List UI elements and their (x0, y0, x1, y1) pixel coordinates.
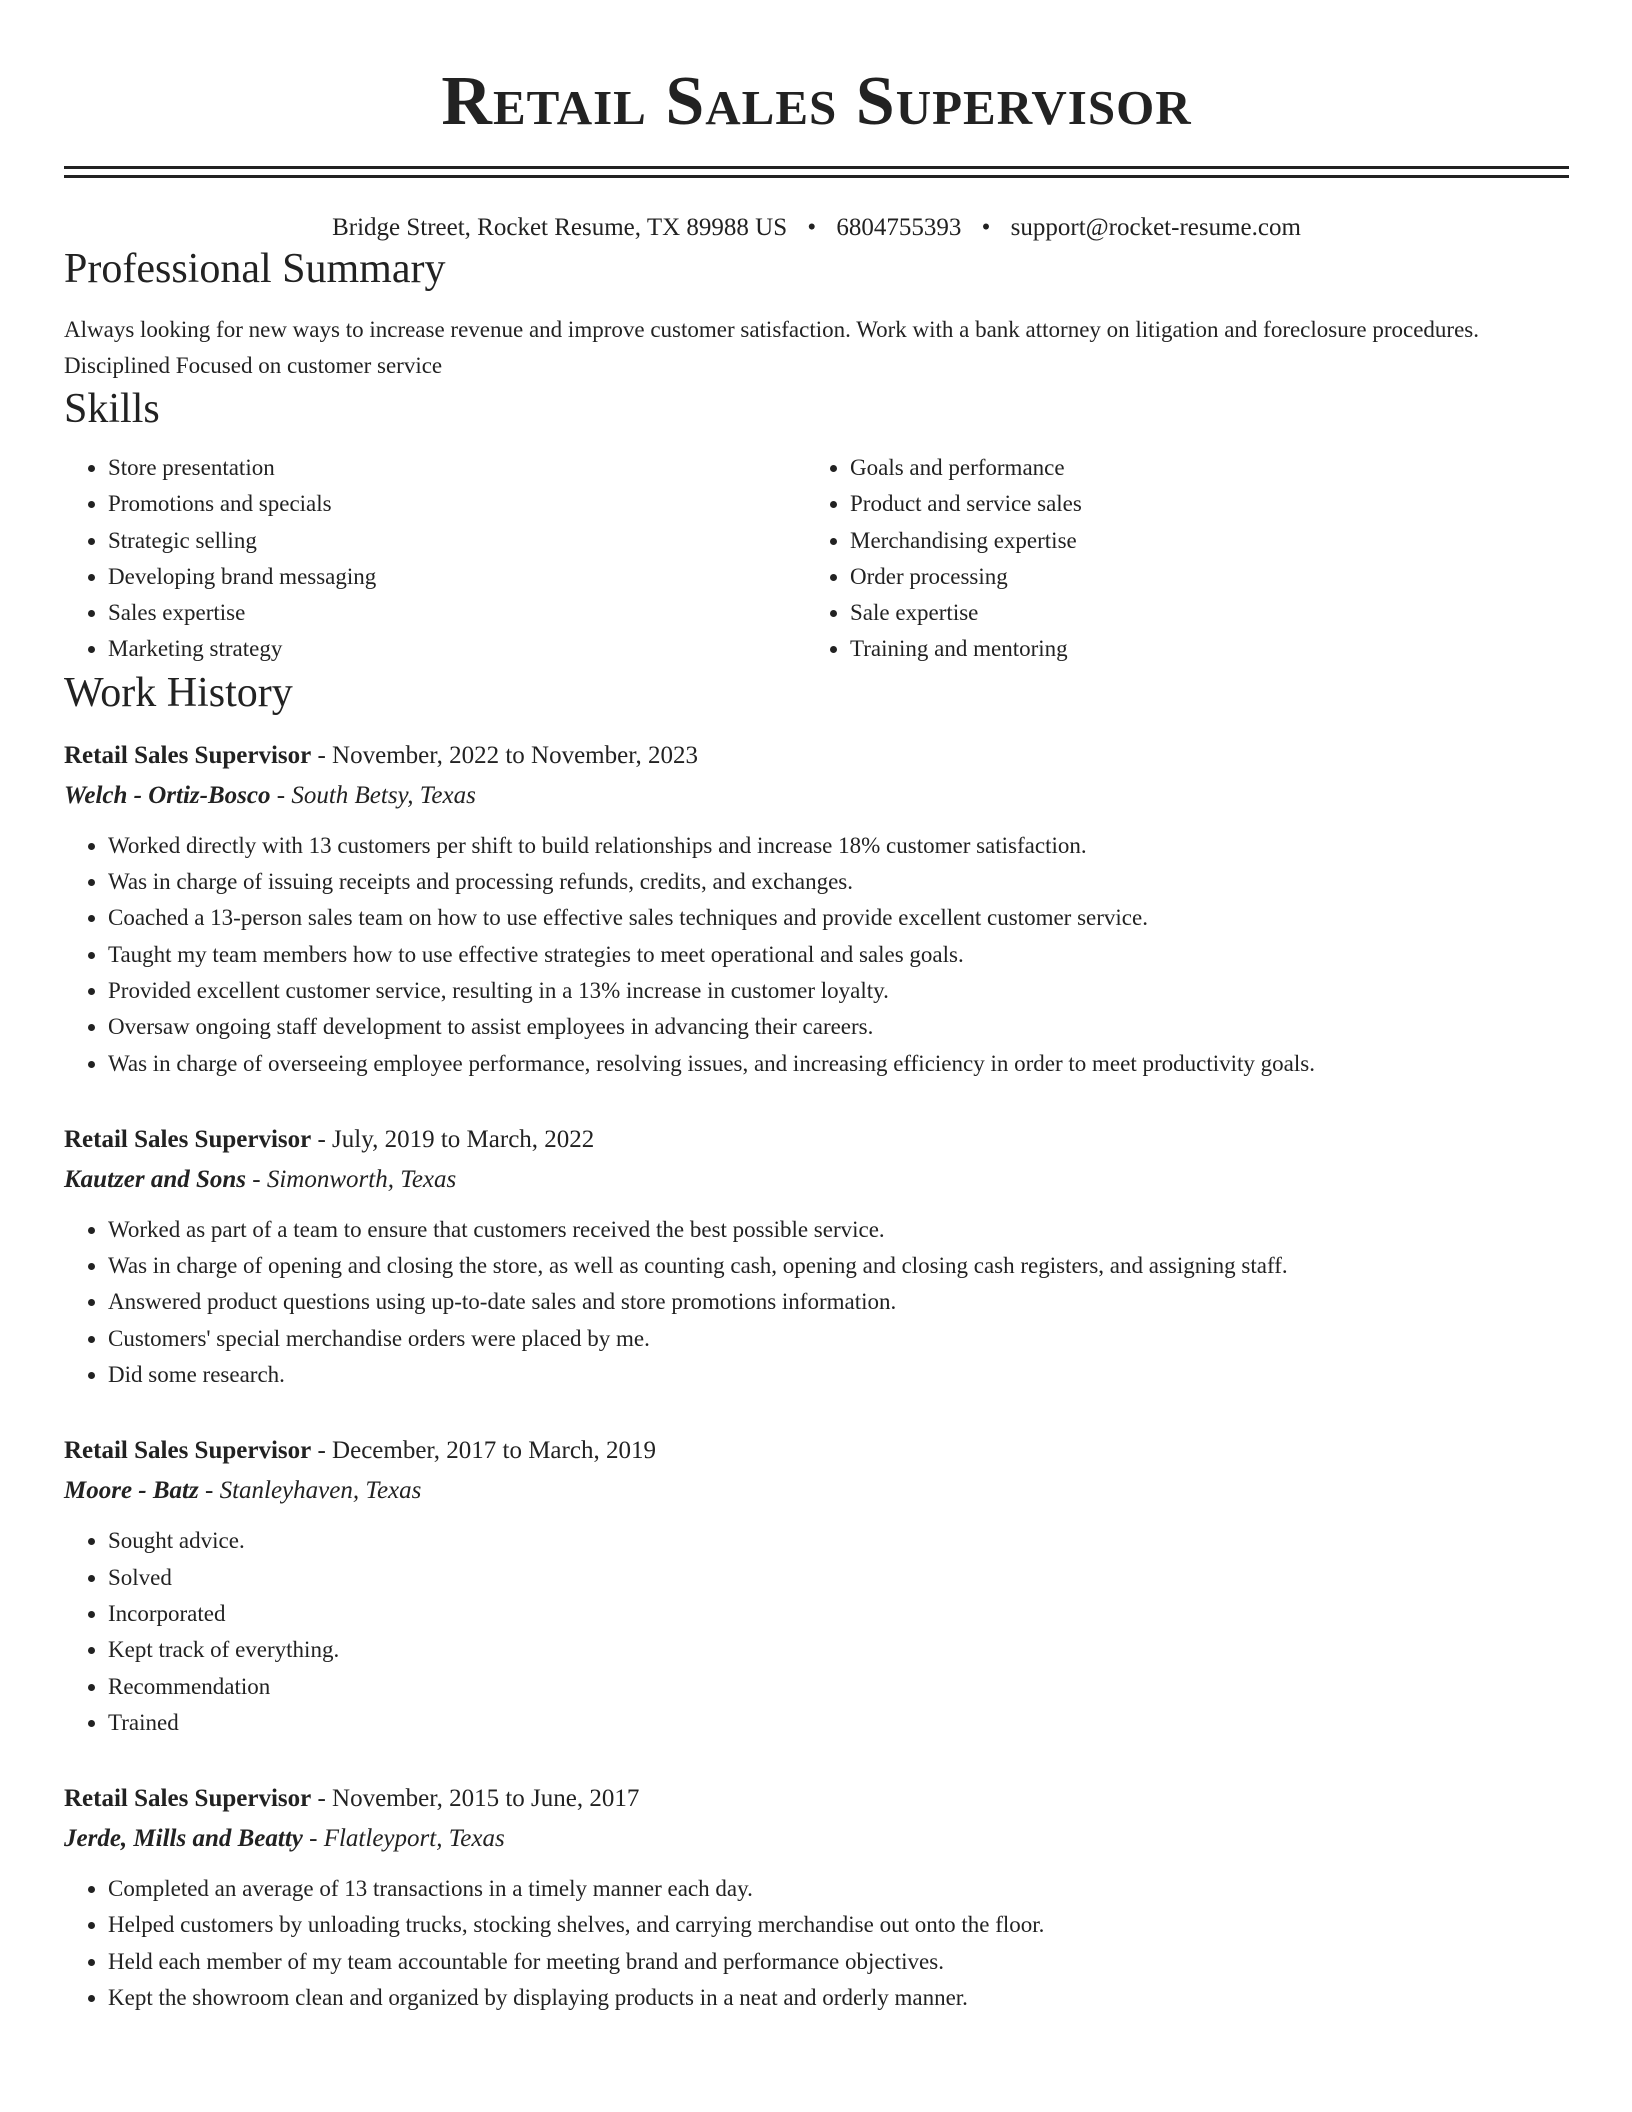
company-line: Moore - Batz - Stanleyhaven, Texas (64, 1477, 422, 1505)
skill-item: • Goals and performance (850, 450, 1548, 486)
skill-item: • Order processing (850, 559, 1548, 595)
job-title: Retail Sales Supervisor (64, 741, 312, 769)
skills-list-right (806, 450, 1548, 668)
job-title: Retail Sales Supervisor (64, 1437, 312, 1465)
job-entry (64, 1120, 1569, 1393)
job-bullet: • Solved (108, 1560, 1569, 1596)
skill-item: • Merchandising expertise (850, 523, 1548, 559)
skills-columns (64, 450, 1569, 668)
job-dates: July, 2019 to March, 2022 (332, 1125, 595, 1153)
job-bullet: • Worked as part of a team to ensure that customers received the best possible service. (108, 1212, 1569, 1248)
contact-phone: 6804755393 (836, 214, 962, 241)
job-bullet: • Worked directly with 13 customers per shift to build relationships and increase 18% customer satisfaction. (108, 828, 1569, 864)
job-title-line: Retail Sales Supervisor - December, 2017 to March, 2019 (64, 1437, 656, 1465)
company-location: South Betsy, Texas (291, 781, 476, 809)
job-entry (64, 736, 1569, 1082)
job-bullets (64, 1523, 1569, 1741)
job-dates: December, 2017 to March, 2019 (332, 1437, 656, 1465)
company-line: Welch - Ortiz-Bosco - South Betsy, Texas (64, 781, 476, 809)
job-bullet: • Recommendation (108, 1669, 1569, 1705)
job-bullet: • Sought advice. (108, 1523, 1569, 1559)
skill-item: • Sales expertise (108, 595, 806, 631)
skill-item: • Training and mentoring (850, 631, 1548, 667)
job-bullet: • Helped customers by unloading trucks, stocking shelves, and carrying merchandise out onto the floor. (108, 1907, 1569, 1943)
job-bullets (64, 828, 1569, 1082)
skills-list-left (64, 450, 806, 668)
skills-heading: Skills (64, 386, 160, 432)
title-rule-top (64, 166, 1569, 169)
company-name: Kautzer and Sons (64, 1165, 247, 1193)
summary-text: Always looking for new ways to increase revenue and improve customer satisfaction. Work with a bank attorney on litigation and foreclosure procedures. Disciplined Focused on customer service (64, 317, 1479, 378)
job-title: Retail Sales Supervisor (64, 1785, 312, 1813)
skill-item: • Product and service sales (850, 486, 1548, 522)
company-line: Jerde, Mills and Beatty - Flatleyport, Texas (64, 1825, 505, 1853)
skill-item: • Developing brand messaging (108, 559, 806, 595)
job-entry (64, 1431, 1569, 1741)
skill-item: • Marketing strategy (108, 631, 806, 667)
job-bullet: • Incorporated (108, 1596, 1569, 1632)
job-bullet: • Kept the showroom clean and organized by displaying products in a neat and orderly manner. (108, 1980, 1569, 2016)
job-bullet: • Trained (108, 1705, 1569, 1741)
job-bullet: • Oversaw ongoing staff development to assist employees in advancing their careers. (108, 1009, 1569, 1045)
job-bullet: • Answered product questions using up-to-date sales and store promotions information. (108, 1284, 1569, 1320)
job-bullet: • Was in charge of overseeing employee performance, resolving issues, and increasing efficiency in order to meet productivity goals. (108, 1046, 1569, 1082)
job-bullet: • Kept track of everything. (108, 1632, 1569, 1668)
job-bullet: • Taught my team members how to use effective strategies to meet operational and sales goals. (108, 937, 1569, 973)
company-name: Welch - Ortiz-Bosco (64, 781, 271, 809)
skill-item: • Promotions and specials (108, 486, 806, 522)
job-title-line: Retail Sales Supervisor - November, 2015 to June, 2017 (64, 1785, 640, 1813)
company-location: Simonworth, Texas (266, 1165, 457, 1193)
summary-heading: Professional Summary (64, 246, 446, 292)
contact-separator: • (807, 214, 817, 241)
work-history-heading: Work History (64, 669, 293, 716)
job-dates: November, 2022 to November, 2023 (332, 741, 699, 769)
job-bullet: • Completed an average of 13 transactions in a timely manner each day. (108, 1871, 1569, 1907)
title-rule-bottom (64, 175, 1569, 178)
job-bullet: • Was in charge of opening and closing the store, as well as counting cash, opening and closing cash registers, and assigning staff. (108, 1248, 1569, 1284)
company-name: Moore - Batz (64, 1477, 199, 1505)
skill-item: • Store presentation (108, 450, 806, 486)
company-location: Stanleyhaven, Texas (219, 1477, 422, 1505)
contact-separator: • (981, 214, 991, 241)
job-bullet: • Held each member of my team accountable for meeting brand and performance objectives. (108, 1944, 1569, 1980)
skill-item: • Sale expertise (850, 595, 1548, 631)
job-bullets (64, 1212, 1569, 1393)
company-name: Jerde, Mills and Beatty (64, 1825, 303, 1853)
job-bullet: • Did some research. (108, 1357, 1569, 1393)
job-entry (64, 1779, 1569, 2016)
job-title: Retail Sales Supervisor (64, 1125, 312, 1153)
company-location: Flatleyport, Texas (323, 1825, 505, 1853)
contact-line (64, 212, 1569, 244)
job-bullet: • Provided excellent customer service, resulting in a 13% increase in customer loyalty. (108, 973, 1569, 1009)
job-bullet: • Customers' special merchandise orders were placed by me. (108, 1321, 1569, 1357)
company-line: Kautzer and Sons - Simonworth, Texas (64, 1165, 457, 1193)
job-dates: November, 2015 to June, 2017 (332, 1785, 640, 1813)
contact-address: Bridge Street, Rocket Resume, TX 89988 US (332, 214, 788, 241)
contact-email: support@rocket-resume.com (1010, 214, 1301, 241)
job-title-line: Retail Sales Supervisor - July, 2019 to March, 2022 (64, 1125, 595, 1153)
resume-page (64, 0, 1569, 2016)
skill-item: • Strategic selling (108, 523, 806, 559)
job-bullet: • Was in charge of issuing receipts and processing refunds, credits, and exchanges. (108, 864, 1569, 900)
job-bullet: • Coached a 13-person sales team on how to use effective sales techniques and provide excellent customer service. (108, 900, 1569, 936)
resume-title: Retail Sales Supervisor (441, 63, 1192, 140)
job-bullets (64, 1871, 1569, 2016)
job-title-line: Retail Sales Supervisor - November, 2022 to November, 2023 (64, 741, 699, 769)
